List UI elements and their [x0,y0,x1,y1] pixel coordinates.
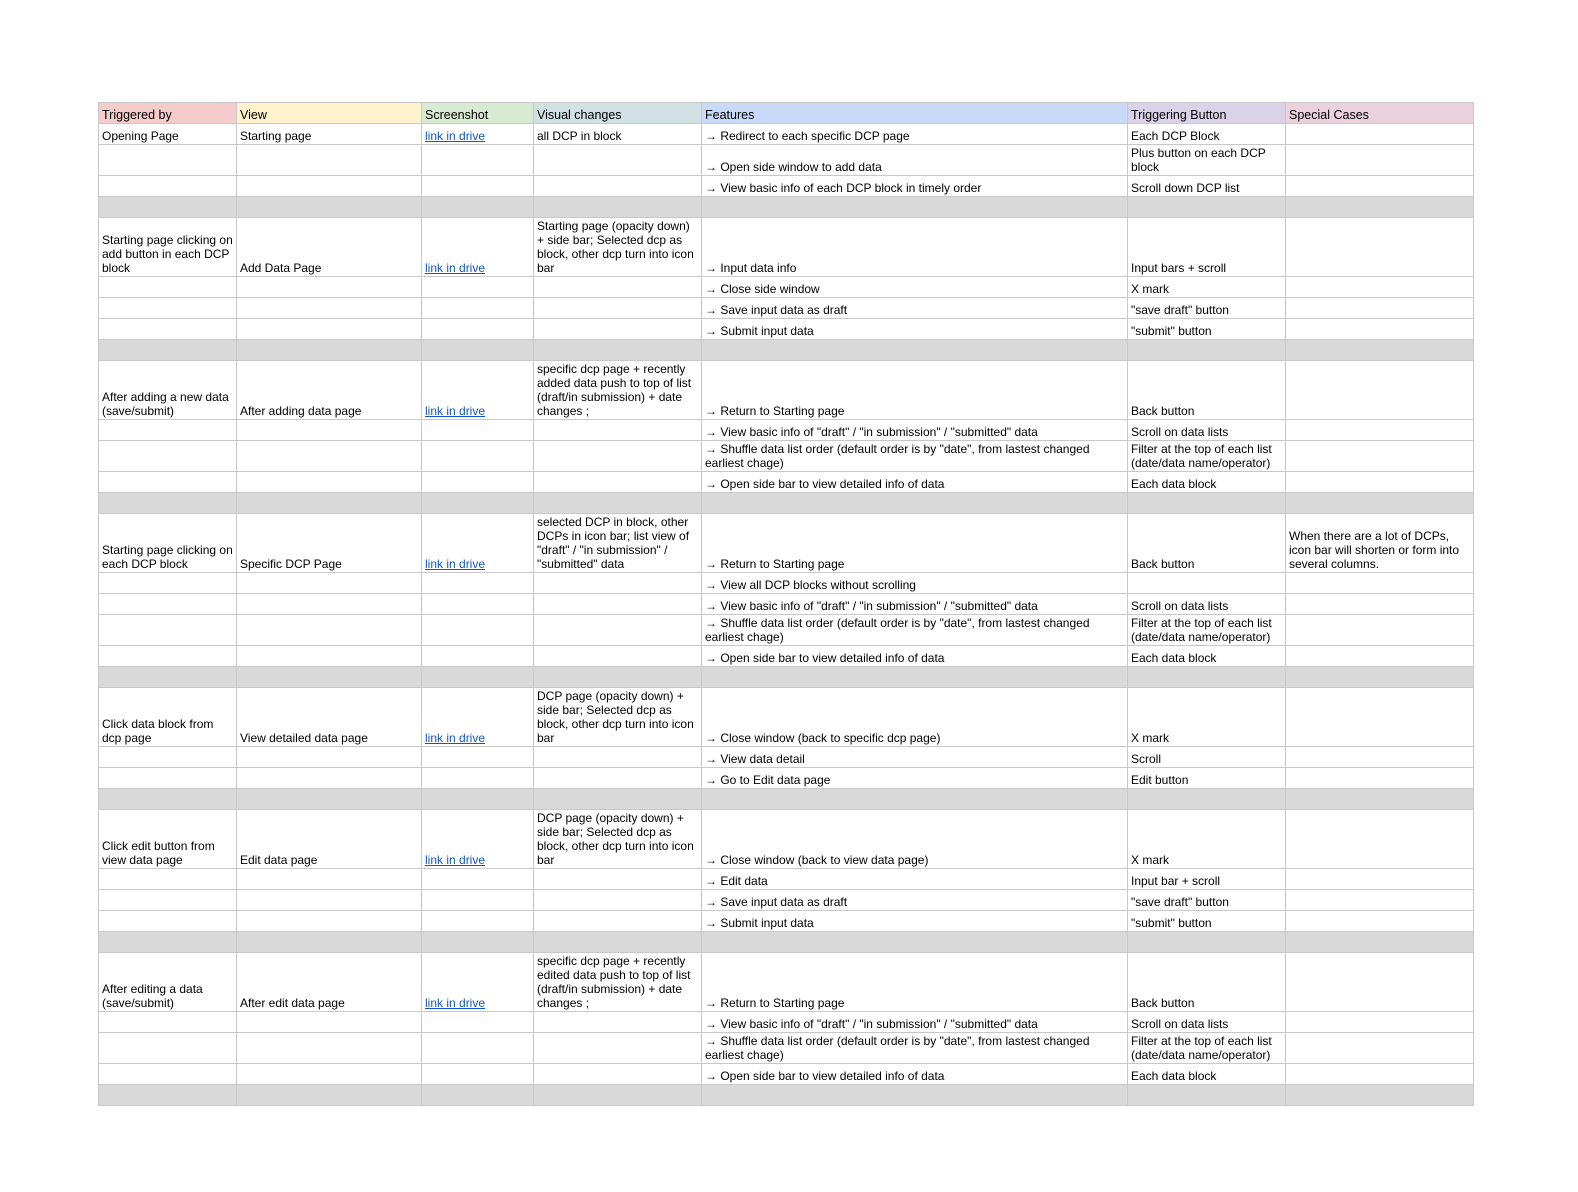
triggered-by-cell[interactable] [99,472,237,493]
triggering-button-cell[interactable]: Scroll on data lists [1128,1012,1286,1033]
separator-cell[interactable] [1286,789,1474,810]
special-cases-cell[interactable] [1286,124,1474,145]
visual-changes-cell[interactable] [534,615,702,646]
visual-changes-cell[interactable] [534,869,702,890]
triggering-button-cell[interactable]: X mark [1128,810,1286,869]
view-cell[interactable] [237,1064,422,1085]
triggering-button-cell[interactable]: Each data block [1128,646,1286,667]
feature-cell[interactable]: → Return to Starting page [702,953,1128,1012]
screenshot-cell[interactable] [422,615,534,646]
special-cases-cell[interactable] [1286,420,1474,441]
triggering-button-cell[interactable]: "save draft" button [1128,890,1286,911]
triggered-by-cell[interactable] [99,615,237,646]
view-cell[interactable]: After adding data page [237,361,422,420]
triggered-by-cell[interactable] [99,1033,237,1064]
visual-changes-cell[interactable] [534,420,702,441]
separator-cell[interactable] [534,197,702,218]
feature-cell[interactable]: → Shuffle data list order (default order is by "date", from lastest changed earliest chage) [702,615,1128,646]
special-cases-cell[interactable] [1286,594,1474,615]
separator-cell[interactable] [99,1085,237,1106]
screenshot-cell[interactable] [422,911,534,932]
separator-row [99,789,1474,810]
feature-cell[interactable]: → View basic info of "draft" / "in submission" / "submitted" data [702,420,1128,441]
feature-cell[interactable]: → View basic info of "draft" / "in submission" / "submitted" data [702,594,1128,615]
special-cases-cell[interactable] [1286,646,1474,667]
visual-changes-cell[interactable]: DCP page (opacity down) + side bar; Selected dcp as block, other dcp turn into icon bar [534,810,702,869]
special-cases-cell[interactable] [1286,472,1474,493]
visual-changes-cell[interactable] [534,298,702,319]
table-row [99,890,1474,911]
table-row [99,472,1474,493]
header-features[interactable]: Features [702,103,1128,124]
screenshot-cell[interactable] [422,810,534,869]
table-row [99,319,1474,340]
separator-cell[interactable] [1128,197,1286,218]
table-row [99,514,1474,573]
triggering-button-cell[interactable] [1128,573,1286,594]
table-row [99,218,1474,277]
feature-cell[interactable]: → Redirect to each specific DCP page [702,124,1128,145]
view-cell[interactable] [237,1012,422,1033]
triggered-by-cell[interactable] [99,768,237,789]
feature-cell[interactable]: → Submit input data [702,911,1128,932]
triggering-button-cell[interactable]: Each DCP Block [1128,124,1286,145]
separator-cell[interactable] [99,667,237,688]
view-cell[interactable]: Edit data page [237,810,422,869]
view-cell[interactable] [237,145,422,176]
separator-cell[interactable] [702,789,1128,810]
special-cases-cell[interactable] [1286,768,1474,789]
visual-changes-cell[interactable] [534,176,702,197]
view-cell[interactable] [237,747,422,768]
triggered-by-cell[interactable]: After editing a data (save/submit) [99,953,237,1012]
triggering-button-cell[interactable]: Filter at the top of each list (date/data name/operator) [1128,1033,1286,1064]
separator-cell[interactable] [534,1085,702,1106]
separator-cell[interactable] [422,667,534,688]
triggering-button-cell[interactable]: Filter at the top of each list (date/data name/operator) [1128,615,1286,646]
separator-cell[interactable] [237,932,422,953]
separator-cell[interactable] [1128,932,1286,953]
triggered-by-cell[interactable]: After adding a new data (save/submit) [99,361,237,420]
triggering-button-cell[interactable]: X mark [1128,277,1286,298]
table-row [99,869,1474,890]
feature-cell[interactable]: → Open side bar to view detailed info of data [702,472,1128,493]
header-screenshot[interactable]: Screenshot [422,103,534,124]
screenshot-cell[interactable] [422,277,534,298]
view-cell[interactable] [237,869,422,890]
visual-changes-cell[interactable] [534,573,702,594]
table-row [99,953,1474,1012]
feature-cell[interactable]: → Submit input data [702,319,1128,340]
special-cases-cell[interactable] [1286,145,1474,176]
special-cases-cell[interactable] [1286,747,1474,768]
triggering-button-cell[interactable]: "save draft" button [1128,298,1286,319]
separator-cell[interactable] [422,932,534,953]
separator-row [99,340,1474,361]
separator-cell[interactable] [534,667,702,688]
special-cases-cell[interactable] [1286,1012,1474,1033]
special-cases-cell[interactable] [1286,911,1474,932]
header-triggering-button[interactable]: Triggering Button [1128,103,1286,124]
triggered-by-cell[interactable] [99,277,237,298]
screenshot-link[interactable]: link in drive [425,731,486,745]
header-visual-changes[interactable]: Visual changes [534,103,702,124]
separator-cell[interactable] [99,197,237,218]
triggering-button-cell[interactable]: Scroll [1128,747,1286,768]
header-special-cases[interactable]: Special Cases [1286,103,1474,124]
separator-cell[interactable] [1286,197,1474,218]
spreadsheet-table [98,102,1474,1106]
separator-cell[interactable] [1128,493,1286,514]
visual-changes-cell[interactable] [534,747,702,768]
screenshot-cell[interactable] [422,1064,534,1085]
separator-cell[interactable] [702,932,1128,953]
separator-cell[interactable] [237,1085,422,1106]
visual-changes-cell[interactable]: Starting page (opacity down) + side bar; Selected dcp as block, other dcp turn into icon bar [534,218,702,277]
visual-changes-cell[interactable] [534,145,702,176]
visual-changes-cell[interactable] [534,768,702,789]
separator-cell[interactable] [534,789,702,810]
screenshot-cell[interactable] [422,420,534,441]
view-cell[interactable]: After edit data page [237,953,422,1012]
screenshot-cell[interactable] [422,145,534,176]
separator-cell[interactable] [99,493,237,514]
table-row [99,441,1474,472]
table-row [99,145,1474,176]
feature-cell[interactable]: → Save input data as draft [702,890,1128,911]
separator-row [99,1085,1474,1106]
view-cell[interactable] [237,298,422,319]
separator-cell[interactable] [1286,932,1474,953]
table-row [99,646,1474,667]
triggered-by-cell[interactable] [99,176,237,197]
visual-changes-cell[interactable] [534,441,702,472]
view-cell[interactable] [237,594,422,615]
special-cases-cell[interactable] [1286,361,1474,420]
view-cell[interactable] [237,1033,422,1064]
visual-changes-cell[interactable]: specific dcp page + recently edited data push to top of list (draft/in submission) + date changes ; [534,953,702,1012]
view-cell[interactable] [237,890,422,911]
screenshot-cell[interactable] [422,319,534,340]
separator-cell[interactable] [1128,789,1286,810]
screenshot-cell[interactable] [422,124,534,145]
separator-cell[interactable] [237,667,422,688]
screenshot-cell[interactable] [422,646,534,667]
special-cases-cell[interactable] [1286,869,1474,890]
view-cell[interactable] [237,472,422,493]
separator-cell[interactable] [1286,340,1474,361]
triggering-button-cell[interactable]: Back button [1128,514,1286,573]
separator-cell[interactable] [237,789,422,810]
view-cell[interactable]: Starting page [237,124,422,145]
screenshot-cell[interactable] [422,1012,534,1033]
separator-cell[interactable] [702,493,1128,514]
header-triggered-by[interactable]: Triggered by [99,103,237,124]
special-cases-cell[interactable] [1286,953,1474,1012]
triggered-by-cell[interactable]: Click edit button from view data page [99,810,237,869]
special-cases-cell[interactable] [1286,615,1474,646]
visual-changes-cell[interactable]: DCP page (opacity down) + side bar; Selected dcp as block, other dcp turn into icon bar [534,688,702,747]
triggering-button-cell[interactable]: Scroll down DCP list [1128,176,1286,197]
triggering-button-cell[interactable]: Plus button on each DCP block [1128,145,1286,176]
feature-cell[interactable]: → Shuffle data list order (default order is by "date", from lastest changed earliest chage) [702,1033,1128,1064]
view-cell[interactable] [237,441,422,472]
view-cell[interactable] [237,911,422,932]
view-cell[interactable]: Add Data Page [237,218,422,277]
feature-cell[interactable]: → Open side window to add data [702,145,1128,176]
view-cell[interactable] [237,176,422,197]
view-cell[interactable] [237,420,422,441]
triggered-by-cell[interactable] [99,1012,237,1033]
triggering-button-cell[interactable]: "submit" button [1128,911,1286,932]
header-row [99,103,1474,124]
triggered-by-cell[interactable]: Opening Page [99,124,237,145]
triggering-button-cell[interactable]: Edit button [1128,768,1286,789]
feature-cell[interactable]: → View basic info of "draft" / "in submission" / "submitted" data [702,1012,1128,1033]
table-body [99,124,1474,1106]
triggering-button-cell[interactable]: Scroll on data lists [1128,420,1286,441]
screenshot-cell[interactable] [422,218,534,277]
feature-cell[interactable]: → Save input data as draft [702,298,1128,319]
view-cell[interactable] [237,768,422,789]
special-cases-cell[interactable] [1286,1033,1474,1064]
separator-cell[interactable] [99,340,237,361]
separator-cell[interactable] [237,493,422,514]
separator-cell[interactable] [422,789,534,810]
visual-changes-cell[interactable] [534,1033,702,1064]
feature-cell[interactable]: → View all DCP blocks without scrolling [702,573,1128,594]
screenshot-link[interactable]: link in drive [425,129,486,143]
feature-cell[interactable]: → View data detail [702,747,1128,768]
visual-changes-cell[interactable] [534,890,702,911]
screenshot-link[interactable]: link in drive [425,853,486,867]
screenshot-cell[interactable] [422,688,534,747]
visual-changes-cell[interactable] [534,1064,702,1085]
triggered-by-cell[interactable] [99,1064,237,1085]
view-cell[interactable]: Specific DCP Page [237,514,422,573]
triggered-by-cell[interactable]: Click data block from dcp page [99,688,237,747]
triggered-by-cell[interactable] [99,573,237,594]
view-cell[interactable] [237,573,422,594]
visual-changes-cell[interactable] [534,472,702,493]
special-cases-cell[interactable] [1286,277,1474,298]
table-row [99,768,1474,789]
separator-cell[interactable] [237,197,422,218]
triggering-button-cell[interactable]: Each data block [1128,1064,1286,1085]
separator-cell[interactable] [702,197,1128,218]
special-cases-cell[interactable] [1286,890,1474,911]
view-cell[interactable] [237,319,422,340]
visual-changes-cell[interactable] [534,594,702,615]
table-row [99,747,1474,768]
feature-cell[interactable]: → Return to Starting page [702,361,1128,420]
triggered-by-cell[interactable] [99,911,237,932]
screenshot-cell[interactable] [422,953,534,1012]
separator-cell[interactable] [237,340,422,361]
triggered-by-cell[interactable] [99,145,237,176]
special-cases-cell[interactable] [1286,319,1474,340]
table-row [99,1064,1474,1085]
screenshot-cell[interactable] [422,573,534,594]
visual-changes-cell[interactable] [534,319,702,340]
separator-cell[interactable] [422,340,534,361]
triggering-button-cell[interactable]: X mark [1128,688,1286,747]
special-cases-cell[interactable] [1286,218,1474,277]
table-row [99,277,1474,298]
header-view[interactable]: View [237,103,422,124]
screenshot-link[interactable]: link in drive [425,261,486,275]
screenshot-cell[interactable] [422,361,534,420]
feature-cell[interactable]: → View basic info of each DCP block in timely order [702,176,1128,197]
triggering-button-cell[interactable]: Back button [1128,953,1286,1012]
visual-changes-cell[interactable]: selected DCP in block, other DCPs in icon bar; list view of "draft" / "in submission" / "submitted" data [534,514,702,573]
feature-cell[interactable]: → Close window (back to specific dcp page) [702,688,1128,747]
feature-cell[interactable]: → Shuffle data list order (default order is by "date", from lastest changed earliest chage) [702,441,1128,472]
triggered-by-cell[interactable] [99,594,237,615]
separator-cell[interactable] [534,340,702,361]
separator-row [99,493,1474,514]
view-cell[interactable] [237,277,422,298]
separator-row [99,197,1474,218]
triggered-by-cell[interactable] [99,319,237,340]
triggered-by-cell[interactable]: Starting page clicking on each DCP block [99,514,237,573]
special-cases-cell[interactable] [1286,441,1474,472]
triggering-button-cell[interactable]: Back button [1128,361,1286,420]
triggered-by-cell[interactable] [99,441,237,472]
special-cases-cell[interactable] [1286,810,1474,869]
screenshot-cell[interactable] [422,890,534,911]
screenshot-cell[interactable] [422,768,534,789]
screenshot-link[interactable]: link in drive [425,996,486,1010]
table-row [99,1012,1474,1033]
special-cases-cell[interactable] [1286,1064,1474,1085]
separator-cell[interactable] [534,932,702,953]
separator-cell[interactable] [422,493,534,514]
triggering-button-cell[interactable]: Each data block [1128,472,1286,493]
feature-cell[interactable]: → Input data info [702,218,1128,277]
table-row [99,688,1474,747]
special-cases-cell[interactable] [1286,298,1474,319]
table-row [99,810,1474,869]
separator-cell[interactable] [1128,340,1286,361]
special-cases-cell[interactable] [1286,176,1474,197]
separator-cell[interactable] [1128,667,1286,688]
feature-cell[interactable]: → Return to Starting page [702,514,1128,573]
separator-cell[interactable] [702,1085,1128,1106]
screenshot-cell[interactable] [422,594,534,615]
feature-cell[interactable]: → Open side bar to view detailed info of data [702,1064,1128,1085]
table-row [99,594,1474,615]
screenshot-cell[interactable] [422,176,534,197]
table-row [99,176,1474,197]
separator-cell[interactable] [1128,1085,1286,1106]
feature-cell[interactable]: → Go to Edit data page [702,768,1128,789]
separator-row [99,667,1474,688]
screenshot-cell[interactable] [422,472,534,493]
screenshot-cell[interactable] [422,441,534,472]
table-row [99,573,1474,594]
view-cell[interactable]: View detailed data page [237,688,422,747]
screenshot-cell[interactable] [422,1033,534,1064]
table-row [99,361,1474,420]
table-row [99,298,1474,319]
separator-cell[interactable] [702,340,1128,361]
view-cell[interactable] [237,646,422,667]
visual-changes-cell[interactable] [534,911,702,932]
visual-changes-cell[interactable]: specific dcp page + recently added data push to top of list (draft/in submission) + date changes ; [534,361,702,420]
visual-changes-cell[interactable] [534,646,702,667]
triggering-button-cell[interactable]: Filter at the top of each list (date/data name/operator) [1128,441,1286,472]
triggered-by-cell[interactable] [99,747,237,768]
visual-changes-cell[interactable] [534,277,702,298]
table-row [99,911,1474,932]
view-cell[interactable] [237,615,422,646]
table-row [99,420,1474,441]
separator-cell[interactable] [422,197,534,218]
triggered-by-cell[interactable] [99,298,237,319]
screenshot-cell[interactable] [422,298,534,319]
screenshot-link[interactable]: link in drive [425,557,486,571]
triggered-by-cell[interactable] [99,420,237,441]
screenshot-cell[interactable] [422,514,534,573]
screenshot-cell[interactable] [422,747,534,768]
feature-cell[interactable]: → Close side window [702,277,1128,298]
special-cases-cell[interactable]: When there are a lot of DCPs, icon bar will shorten or form into several columns. [1286,514,1474,573]
triggering-button-cell[interactable]: Input bars + scroll [1128,218,1286,277]
triggered-by-cell[interactable] [99,890,237,911]
separator-row [99,932,1474,953]
separator-cell[interactable] [702,667,1128,688]
feature-cell[interactable]: → Open side bar to view detailed info of data [702,646,1128,667]
triggered-by-cell[interactable] [99,646,237,667]
screenshot-cell[interactable] [422,869,534,890]
screenshot-link[interactable]: link in drive [425,404,486,418]
separator-cell[interactable] [1286,1085,1474,1106]
separator-cell[interactable] [1286,667,1474,688]
triggering-button-cell[interactable]: Scroll on data lists [1128,594,1286,615]
feature-cell[interactable]: → Close window (back to view data page) [702,810,1128,869]
table-row [99,1033,1474,1064]
triggered-by-cell[interactable] [99,869,237,890]
table-row [99,615,1474,646]
table-row [99,124,1474,145]
separator-cell[interactable] [422,1085,534,1106]
special-cases-cell[interactable] [1286,573,1474,594]
special-cases-cell[interactable] [1286,688,1474,747]
separator-cell[interactable] [99,932,237,953]
triggered-by-cell[interactable]: Starting page clicking on add button in each DCP block [99,218,237,277]
triggering-button-cell[interactable]: Input bar + scroll [1128,869,1286,890]
feature-cell[interactable]: → Edit data [702,869,1128,890]
triggering-button-cell[interactable]: "submit" button [1128,319,1286,340]
separator-cell[interactable] [1286,493,1474,514]
visual-changes-cell[interactable]: all DCP in block [534,124,702,145]
visual-changes-cell[interactable] [534,1012,702,1033]
separator-cell[interactable] [99,789,237,810]
separator-cell[interactable] [534,493,702,514]
